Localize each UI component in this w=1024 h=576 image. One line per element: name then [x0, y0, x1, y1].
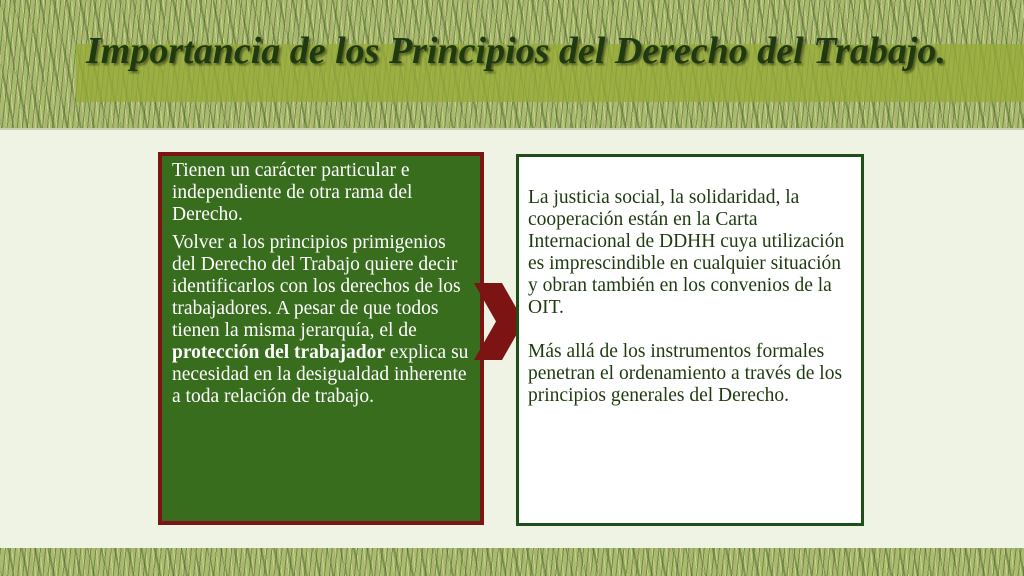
slide-title: Importancia de los Principios del Derecho del Trabajo. [86, 30, 946, 72]
left-paragraph-2-emphasis: protección del trabajador [172, 342, 386, 363]
right-paragraph-2: Más allá de los instrumentos formales penetran el ordenamiento a través de los principios generales del Derecho. [528, 341, 843, 406]
header-divider [0, 128, 1024, 130]
right-text-box [516, 154, 864, 526]
footer-grass-background [0, 548, 1024, 576]
left-text-box [158, 152, 484, 525]
left-paragraph-2-end: explica su necesidad en la desigualdad inherente a toda relación de trabajo. [172, 342, 469, 407]
left-paragraph-2-start: Volver a los principios primigenios del Derecho del Trabajo quiere decir identificarlos con los derechos de los trabajadores. A pesar de que todos tienen la misma jerarquía, el de [172, 232, 461, 341]
right-paragraph-1: La justicia social, la solidaridad, la cooperación están en la Carta Internacional de DDHH cuya utilización es imprescindible en cualquier situación y obran también en los convenios de la OIT. [528, 187, 845, 318]
left-paragraph-2 [172, 232, 470, 408]
left-paragraph-1: Tienen un carácter particular e independiente de otra rama del Derecho. [172, 160, 413, 225]
